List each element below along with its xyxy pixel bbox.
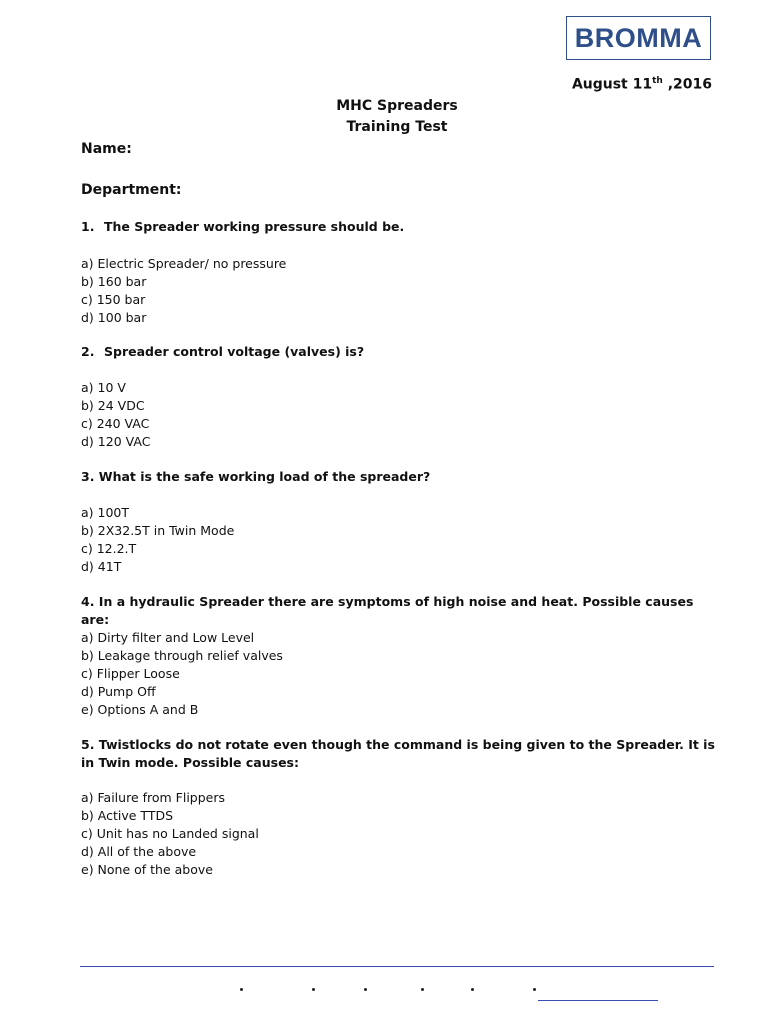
option: c) 240 VAC: [81, 416, 150, 431]
question-3-options: [81, 504, 234, 576]
option: b) 24 VDC: [81, 398, 145, 413]
document-date: August 11th ,2016: [571, 76, 712, 93]
option: d) 120 VAC: [81, 434, 151, 449]
option: d) Pump Off: [81, 684, 156, 699]
footer-dot: [421, 988, 424, 991]
document-subtitle: Training Test: [346, 119, 448, 135]
question-2: 2. Spreader control voltage (valves) is?: [81, 344, 365, 359]
option: b) Active TTDS: [81, 808, 174, 823]
option: d) 100 bar: [81, 310, 147, 325]
question-2-options: [81, 379, 150, 451]
footer-dot: [364, 988, 367, 991]
question-1-options: [81, 255, 286, 327]
option: b) 160 bar: [81, 274, 147, 289]
option: d) All of the above: [81, 844, 197, 859]
option: d) 41T: [81, 559, 122, 574]
question-4: 4. In a hydraulic Spreader there are symptoms of high noise and heat. Possible causes are:: [81, 594, 694, 627]
question-4-options: [81, 629, 283, 719]
question-5-options: [81, 789, 259, 879]
option: e) None of the above: [81, 862, 213, 877]
option: b) 2X32.5T in Twin Mode: [81, 523, 235, 538]
question-1: 1. The Spreader working pressure should be.: [81, 219, 405, 234]
option: e) Options A and B: [81, 702, 199, 717]
department-field-label: Department:: [81, 182, 182, 198]
logo-text: BROMMA: [574, 22, 703, 53]
option: b) Leakage through relief valves: [81, 648, 283, 663]
option: a) 10 V: [81, 380, 126, 395]
footer-underline: [538, 1000, 658, 1001]
footer-divider: [80, 966, 714, 967]
bromma-logo: [566, 16, 711, 60]
option: c) 12.2.T: [81, 541, 137, 556]
name-field-label: Name:: [81, 141, 132, 157]
option: a) Electric Spreader/ no pressure: [81, 256, 287, 271]
footer-dot: [312, 988, 315, 991]
footer-dot: [533, 988, 536, 991]
option: c) 150 bar: [81, 292, 146, 307]
question-5: 5. Twistlocks do not rotate even though the command is being given to the Spreader. It is in Twin mode. Possible causes:: [81, 737, 715, 770]
option: a) 100T: [81, 505, 130, 520]
option: c) Unit has no Landed signal: [81, 826, 259, 841]
footer-dot: [240, 988, 243, 991]
document-title: MHC Spreaders: [336, 98, 458, 114]
footer-dot: [471, 988, 474, 991]
option: c) Flipper Loose: [81, 666, 180, 681]
option: a) Failure from Flippers: [81, 790, 226, 805]
option: a) Dirty filter and Low Level: [81, 630, 255, 645]
question-3: 3. What is the safe working load of the spreader?: [81, 469, 431, 484]
